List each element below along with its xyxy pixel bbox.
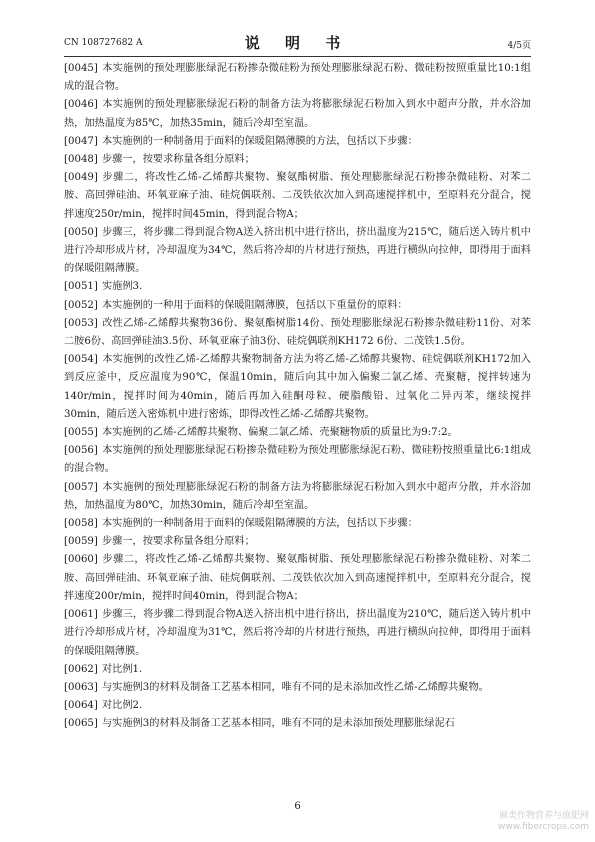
paragraph: [64, 60, 531, 96]
paragraph-text: 改性乙烯-乙烯醇共聚物36份、聚氨酯树脂14份、预处理膨胀绿泥石粉掺杂微硅粉11份、对苯二胺6份、高回弹硅油3.5份、环氧亚麻子油3份、硅烷偶联剂KH172 6份、二茂铁1.5份。: [64, 317, 531, 348]
paragraph: [64, 96, 531, 132]
paragraph-text: 与实施例3的材料及制备工艺基本相同，唯有不同的是未添加改性乙烯-乙烯醇共聚物。: [102, 681, 489, 693]
paragraph-number: [0060]: [64, 554, 98, 566]
paragraph: [64, 297, 531, 315]
paragraph: [64, 224, 531, 279]
watermark: [498, 811, 589, 833]
paragraph: [64, 606, 531, 661]
paragraph-number: [0064]: [64, 700, 98, 712]
paragraph-number: [0057]: [64, 481, 98, 493]
paragraph-text: 实施例3.: [102, 281, 143, 293]
paragraph-number: [0061]: [64, 609, 98, 621]
watermark-url: www.fibercrops.com: [498, 822, 589, 832]
paragraph-number: [0065]: [64, 718, 98, 730]
paragraph-text: 本实施例的一种制备用于面料的保暖阻隔薄膜的方法，包括以下步骤：: [102, 135, 418, 147]
paragraph-number: [0054]: [64, 354, 98, 366]
paragraph-text: 本实施例的预处理膨胀绿泥石粉的制备方法为将膨胀绿泥石粉加入到水中超声分散，并水浴加热，加热温度为80℃，加热30min，随后冷却至室温。: [64, 481, 531, 511]
paragraph-text: 步骤二，将改性乙烯-乙烯醇共聚物、聚氨酯树脂、预处理膨胀绿泥石粉掺杂微硅粉、对苯二胺、高回弹硅油、环氧亚麻子油、硅烷偶联剂、二茂铁依次加入到高速搅拌机中，至原料充分混合，搅拌速度250r/min，搅拌时间45min，得到混合物A；: [64, 172, 531, 220]
paragraph: [64, 442, 531, 478]
paragraph-text: 本实施例的预处理膨胀绿泥石粉的制备方法为将膨胀绿泥石粉加入到水中超声分散，并水浴加热，加热温度为85℃，加热35min，随后冷却至室温。: [64, 99, 531, 129]
paragraph-text: 步骤一，按要求称量各组分原料；: [102, 154, 255, 166]
page-number: 6: [294, 801, 301, 812]
paragraph-number: [0056]: [64, 445, 98, 457]
paragraph-number: [0063]: [64, 681, 98, 693]
paragraph-number: [0048]: [64, 154, 98, 166]
paragraph-number: [0046]: [64, 99, 98, 111]
paragraph-number: [0062]: [64, 663, 98, 675]
paragraph-text: 本实施例的一种制备用于面料的保暖阻隔薄膜的方法，包括以下步骤：: [102, 518, 418, 530]
patent-number: CN 108727682 A: [64, 38, 143, 48]
paragraph-text: 本实施例的预处理膨胀绿泥石粉掺杂微硅粉为预处理膨胀绿泥石粉、微硅粉按照重量比10:1组成的混合物。: [64, 63, 531, 93]
document-title: 说 明 书: [244, 34, 351, 52]
paragraph: [64, 697, 531, 715]
paragraph-number: [0051]: [64, 281, 98, 293]
page-header: [64, 32, 531, 54]
paragraph-text: 对比例1.: [102, 663, 143, 675]
paragraph-text: 与实施例3的材料及制备工艺基本相同，唯有不同的是未添加预处理膨胀绿泥石: [102, 718, 455, 730]
paragraph: [64, 551, 531, 606]
paragraph-text: 本实施例的改性乙烯-乙烯醇共聚物制备方法为将乙烯-乙烯醇共聚物、硅烷偶联剂KH172加入到反应釜中，反应温度为90℃，保温10min，随后向其中加入偏聚二氯乙烯、壳聚糖，搅拌转速为140r/min，搅拌时间为40min，随后再加入硅酮母粒、硬脂酸铅、过氧化二异丙苯，继续搅拌30min，随后送入密炼机中进行密炼，即得改性乙烯-乙烯醇共聚物。: [64, 354, 531, 420]
paragraph: [64, 715, 531, 733]
paragraph-text: 步骤二，将改性乙烯-乙烯醇共聚物、聚氨酯树脂、预处理膨胀绿泥石粉掺杂微硅粉、对苯二胺、高回弹硅油、环氧亚麻子油、硅烷偶联剂、二茂铁依次加入到高速搅拌机中，至原料充分混合，搅拌速度200r/min，搅拌时间40min，得到混合物A；: [64, 554, 531, 602]
watermark-site-name: 麻类作物营养与施肥网: [498, 811, 589, 821]
paragraph-number: [0058]: [64, 518, 98, 530]
paragraph: [64, 315, 531, 351]
paragraph: [64, 151, 531, 169]
paragraph-text: 步骤三，将步骤二得到混合物A送入挤出机中进行挤出，挤出温度为215℃，随后送入铸片机中进行冷却形成片材，冷却温度为34℃，然后将冷却的片材进行预热，再进行横纵向拉伸，即得用于面料的保暖阻隔薄膜。: [64, 226, 531, 275]
paragraph: [64, 679, 531, 697]
paragraph: [64, 533, 531, 551]
paragraph: [64, 169, 531, 224]
paragraph-number: [0049]: [64, 172, 98, 184]
paragraph-text: 本实施例的一种用于面料的保暖阻隔薄膜，包括以下重量份的原料：: [102, 299, 408, 311]
paragraph-number: [0059]: [64, 536, 98, 548]
paragraph: [64, 351, 531, 424]
paragraph: [64, 661, 531, 679]
paragraph-number: [0050]: [64, 226, 98, 238]
paragraph-text: 步骤一，按要求称量各组分原料；: [102, 536, 255, 548]
paragraph-text: 本实施例的乙烯-乙烯醇共聚物、偏聚二氯乙烯、壳聚糖物质的质量比为9:7:2。: [102, 427, 458, 439]
paragraph: [64, 515, 531, 533]
paragraph: [64, 133, 531, 151]
page-indicator: 4/5页: [507, 41, 531, 51]
paragraph-text: 对比例2.: [102, 700, 143, 712]
paragraph-number: [0047]: [64, 135, 98, 147]
document-body: [64, 60, 531, 734]
paragraph-number: [0052]: [64, 299, 98, 311]
paragraph-number: [0045]: [64, 63, 98, 74]
paragraph: [64, 278, 531, 296]
header-divider: [64, 56, 531, 57]
paragraph-text: 本实施例的预处理膨胀绿泥石粉掺杂微硅粉为预处理膨胀绿泥石粉、微硅粉按照重量比6:1组成的混合物。: [64, 445, 531, 475]
paragraph: [64, 479, 531, 515]
paragraph-number: [0055]: [64, 427, 98, 439]
paragraph: [64, 424, 531, 442]
paragraph-text: 步骤三，将步骤二得到混合物A送入挤出机中进行挤出，挤出温度为210℃，随后送入铸片机中进行冷却形成片材，冷却温度为31℃，然后将冷却的片材进行预热，再进行横纵向拉伸，即得用于面料的保暖阻隔薄膜。: [64, 609, 531, 657]
paragraph-number: [0053]: [64, 317, 98, 329]
